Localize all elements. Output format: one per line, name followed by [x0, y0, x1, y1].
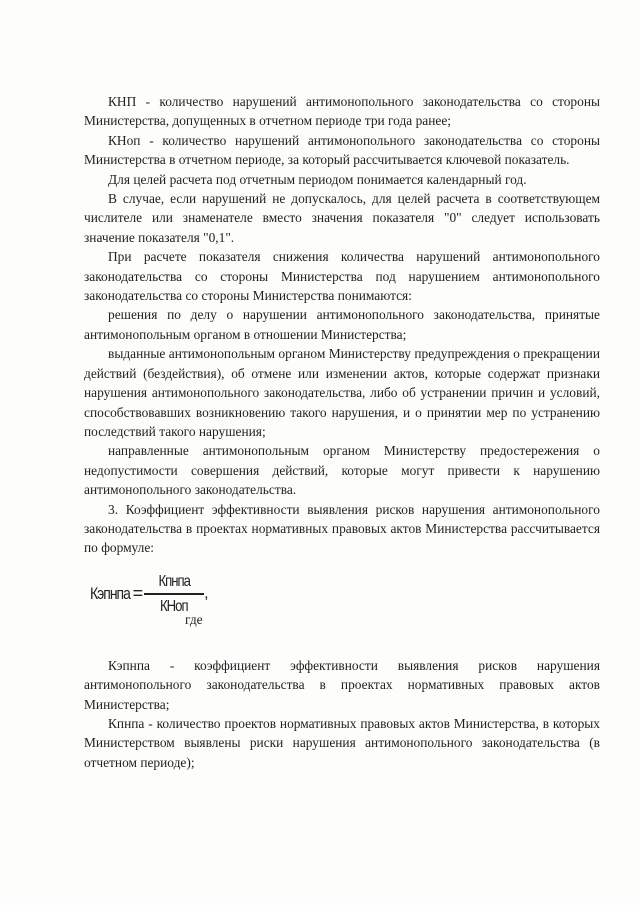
paragraph: Кэпнпа - коэффициент эффективности выявления рисков нарушения антимонопольного законодательства в проектах нормативных правовых актов Министерства; — [84, 657, 600, 712]
paragraph: Для целей расчета под отчетным периодом понимается календарный год. — [108, 171, 527, 187]
formula-area — [84, 558, 600, 656]
formula-equals: = — [132, 583, 144, 604]
paragraph: выданные антимонопольным органом Министерству предупреждения о прекращении действий (бездействия), об отмене или изменении актов, которые содержат признаки нарушения антимонопольного законодательства, либо об устранении причин и условий, способствовавших возникновению такого нарушения, и о принятии мер по устранению последствий такого нарушения; — [84, 346, 600, 439]
document-body — [84, 92, 600, 772]
formula-where: где — [185, 611, 203, 627]
paragraph: При расчете показателя снижения количества нарушений антимонопольного законодательства со стороны Министерства под нарушением антимонопольного законодательства со стороны Министерства понимаются: — [84, 249, 600, 304]
paragraph: КНоп - количество нарушений антимонопольного законодательства со стороны Министерства в отчетном периоде, за который рассчитывается ключевой показатель. — [84, 132, 600, 168]
paragraphs-after-formula — [84, 656, 600, 772]
paragraph: решения по делу о нарушении антимонопольного законодательства, принятые антимонопольным органом в отношении Министерства; — [84, 307, 600, 342]
paragraph: В случае, если нарушений не допускалось, для целей расчета в соответствующем числителе или знаменателе вместо значения показателя "0" следует использовать значение показателя "0,1". — [84, 191, 600, 245]
paragraph: Кпнпа - количество проектов нормативных правовых актов Министерства, в которых Министерством выявлены риски нарушения антимонопольного законодательства (в отчетном периоде); — [84, 715, 600, 770]
formula-numerator: Кпнпа — [158, 572, 190, 590]
paragraph: направленные антимонопольным органом Министерству предостережения о недопустимости совершения действий, которые могут привести к нарушению антимонопольного законодательства. — [84, 443, 600, 498]
paragraphs-before-formula — [84, 92, 600, 558]
paragraph: КНП - количество нарушений антимонопольного законодательства со стороны Министерства, допущенных в отчетном периоде три года ранее; — [84, 94, 600, 129]
formula-comma: , — [204, 585, 209, 603]
paragraph: 3. Коэффициент эффективности выявления рисков нарушения антимонопольного законодательства в проектах нормативных правовых актов Министерства рассчитывается по формуле: — [84, 501, 600, 556]
formula-lhs: Кэпнпа — [90, 584, 130, 604]
formula-denominator: КНоп — [160, 597, 188, 615]
